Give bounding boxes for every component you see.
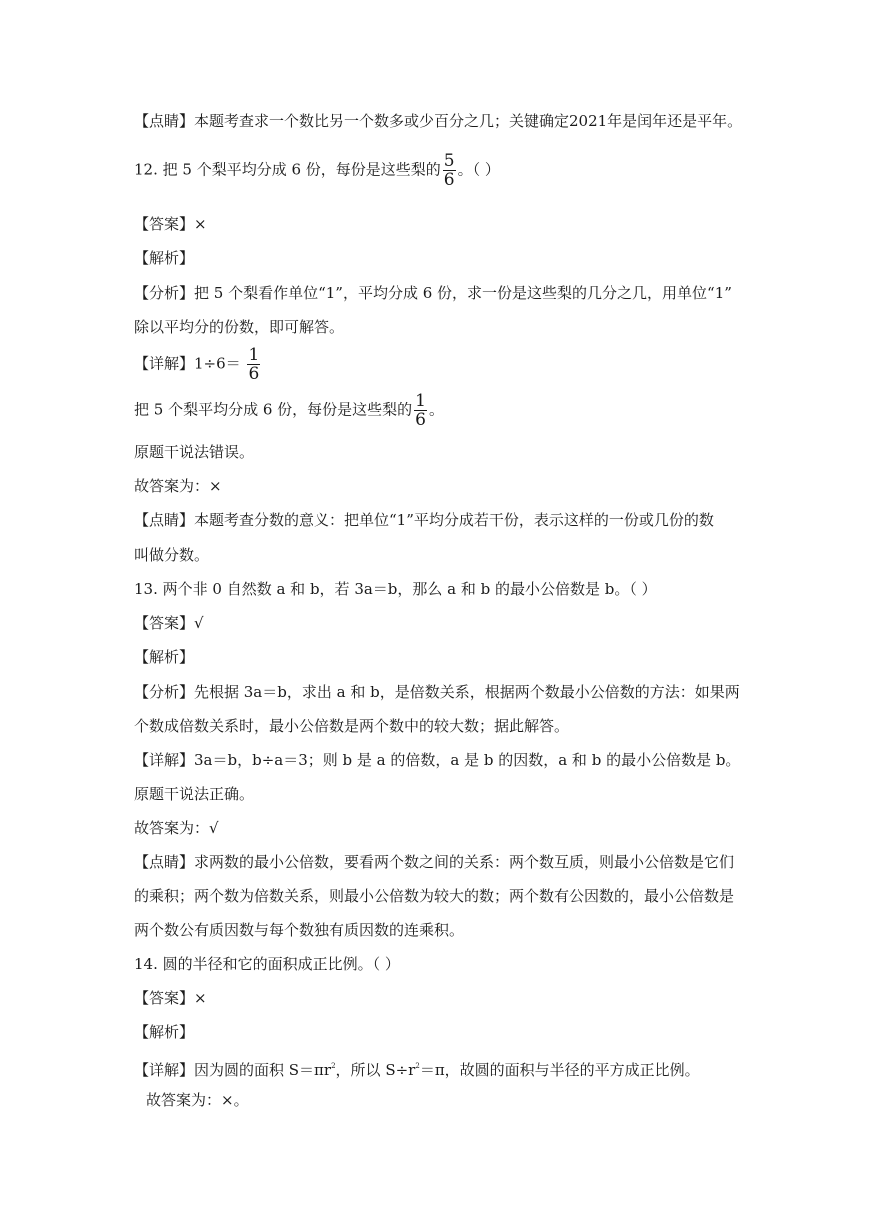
fraction-denominator: 6 [443,170,455,190]
answer-line: 【答案】√ [134,614,204,632]
note-line: 【点睛】本题考查分数的意义：把单位“1”平均分成若干份，表示这样的一份或几份的数 [134,511,714,529]
fraction-denominator: 6 [248,364,260,384]
answer-line: 【答案】× [134,989,207,1007]
note-line: 叫做分数。 [134,546,210,564]
detail-line [134,1056,700,1080]
fraction-denominator: 6 [415,410,426,430]
detail-line [134,392,444,429]
fraction [414,392,427,429]
note-line: 【点睛】本题考查求一个数比另一个数多或少百分之几；关键确定2021年是闰年还是平年。 [134,112,743,130]
detail-line: 原题干说法错误。 [134,443,255,461]
detail-text: ，所以 S÷r [335,1061,416,1079]
fraction-numerator: 1 [248,345,260,365]
detail-text: 把 5 个梨平均分成 6 份，每份是这些梨的 [134,400,413,419]
analysis-line: 【分析】把 5 个梨看作单位“1”，平均分成 6 份，求一份是这些梨的几分之几，用单位“1” [134,284,732,302]
analysis-heading: 【解析】 [134,249,195,267]
question-12-bracket: 。（ ） [457,160,500,179]
detail-text: 【详解】因为圆的面积 S＝πr [134,1061,332,1079]
detail-line: 原题干说法正确。 [134,785,255,803]
fraction-numerator: 5 [443,151,455,171]
detail-text: 。 [429,400,445,419]
answer-line: 故答案为：× [134,477,222,495]
analysis-heading: 【解析】 [134,1023,195,1041]
detail-text: ＝π，故圆的面积与半径的平方成正比例。 [419,1061,700,1079]
analysis-line: 【分析】先根据 3a＝b，求出 a 和 b，是倍数关系，根据两个数最小公倍数的方法：如果两 [134,683,740,701]
exponent: 2 [331,1062,336,1070]
answer-line: 故答案为：×。 [146,1091,249,1109]
detail-line [134,346,262,383]
answer-line: 【答案】× [134,215,207,233]
analysis-heading: 【解析】 [134,648,195,666]
note-line: 【点睛】求两数的最小公倍数，要看两个数之间的关系：两个数互质，则最小公倍数是它们 [134,853,735,871]
question-14: 14. 圆的半径和它的面积成正比例。（ ） [134,955,400,973]
note-line: 的乘积；两个数为倍数关系，则最小公倍数为较大的数；两个数有公因数的，最小公倍数是 [134,887,735,905]
fraction-numerator: 1 [415,391,426,411]
fraction [443,152,456,189]
question-13: 13. 两个非 0 自然数 a 和 b，若 3a＝b，那么 a 和 b 的最小公倍数是 b。（ ） [134,580,657,598]
answer-line: 故答案为：√ [134,819,219,837]
note-line: 两个数公有质因数与每个数独有质因数的连乘积。 [134,921,465,939]
analysis-line: 个数成倍数关系时，最小公倍数是两个数中的较大数；据此解答。 [134,717,570,735]
detail-text: 【详解】1÷6＝ [134,354,246,373]
question-12-text: 12. 把 5 个梨平均分成 6 份，每份是这些梨的 [134,160,441,179]
question-12 [134,152,500,189]
fraction [247,346,260,383]
exponent: 2 [415,1062,420,1070]
detail-line: 【详解】3a＝b，b÷a＝3；则 b 是 a 的倍数，a 是 b 的因数，a 和 b 的最小公倍数是 b。 [134,751,741,769]
analysis-line: 除以平均分的份数，即可解答。 [134,318,345,336]
